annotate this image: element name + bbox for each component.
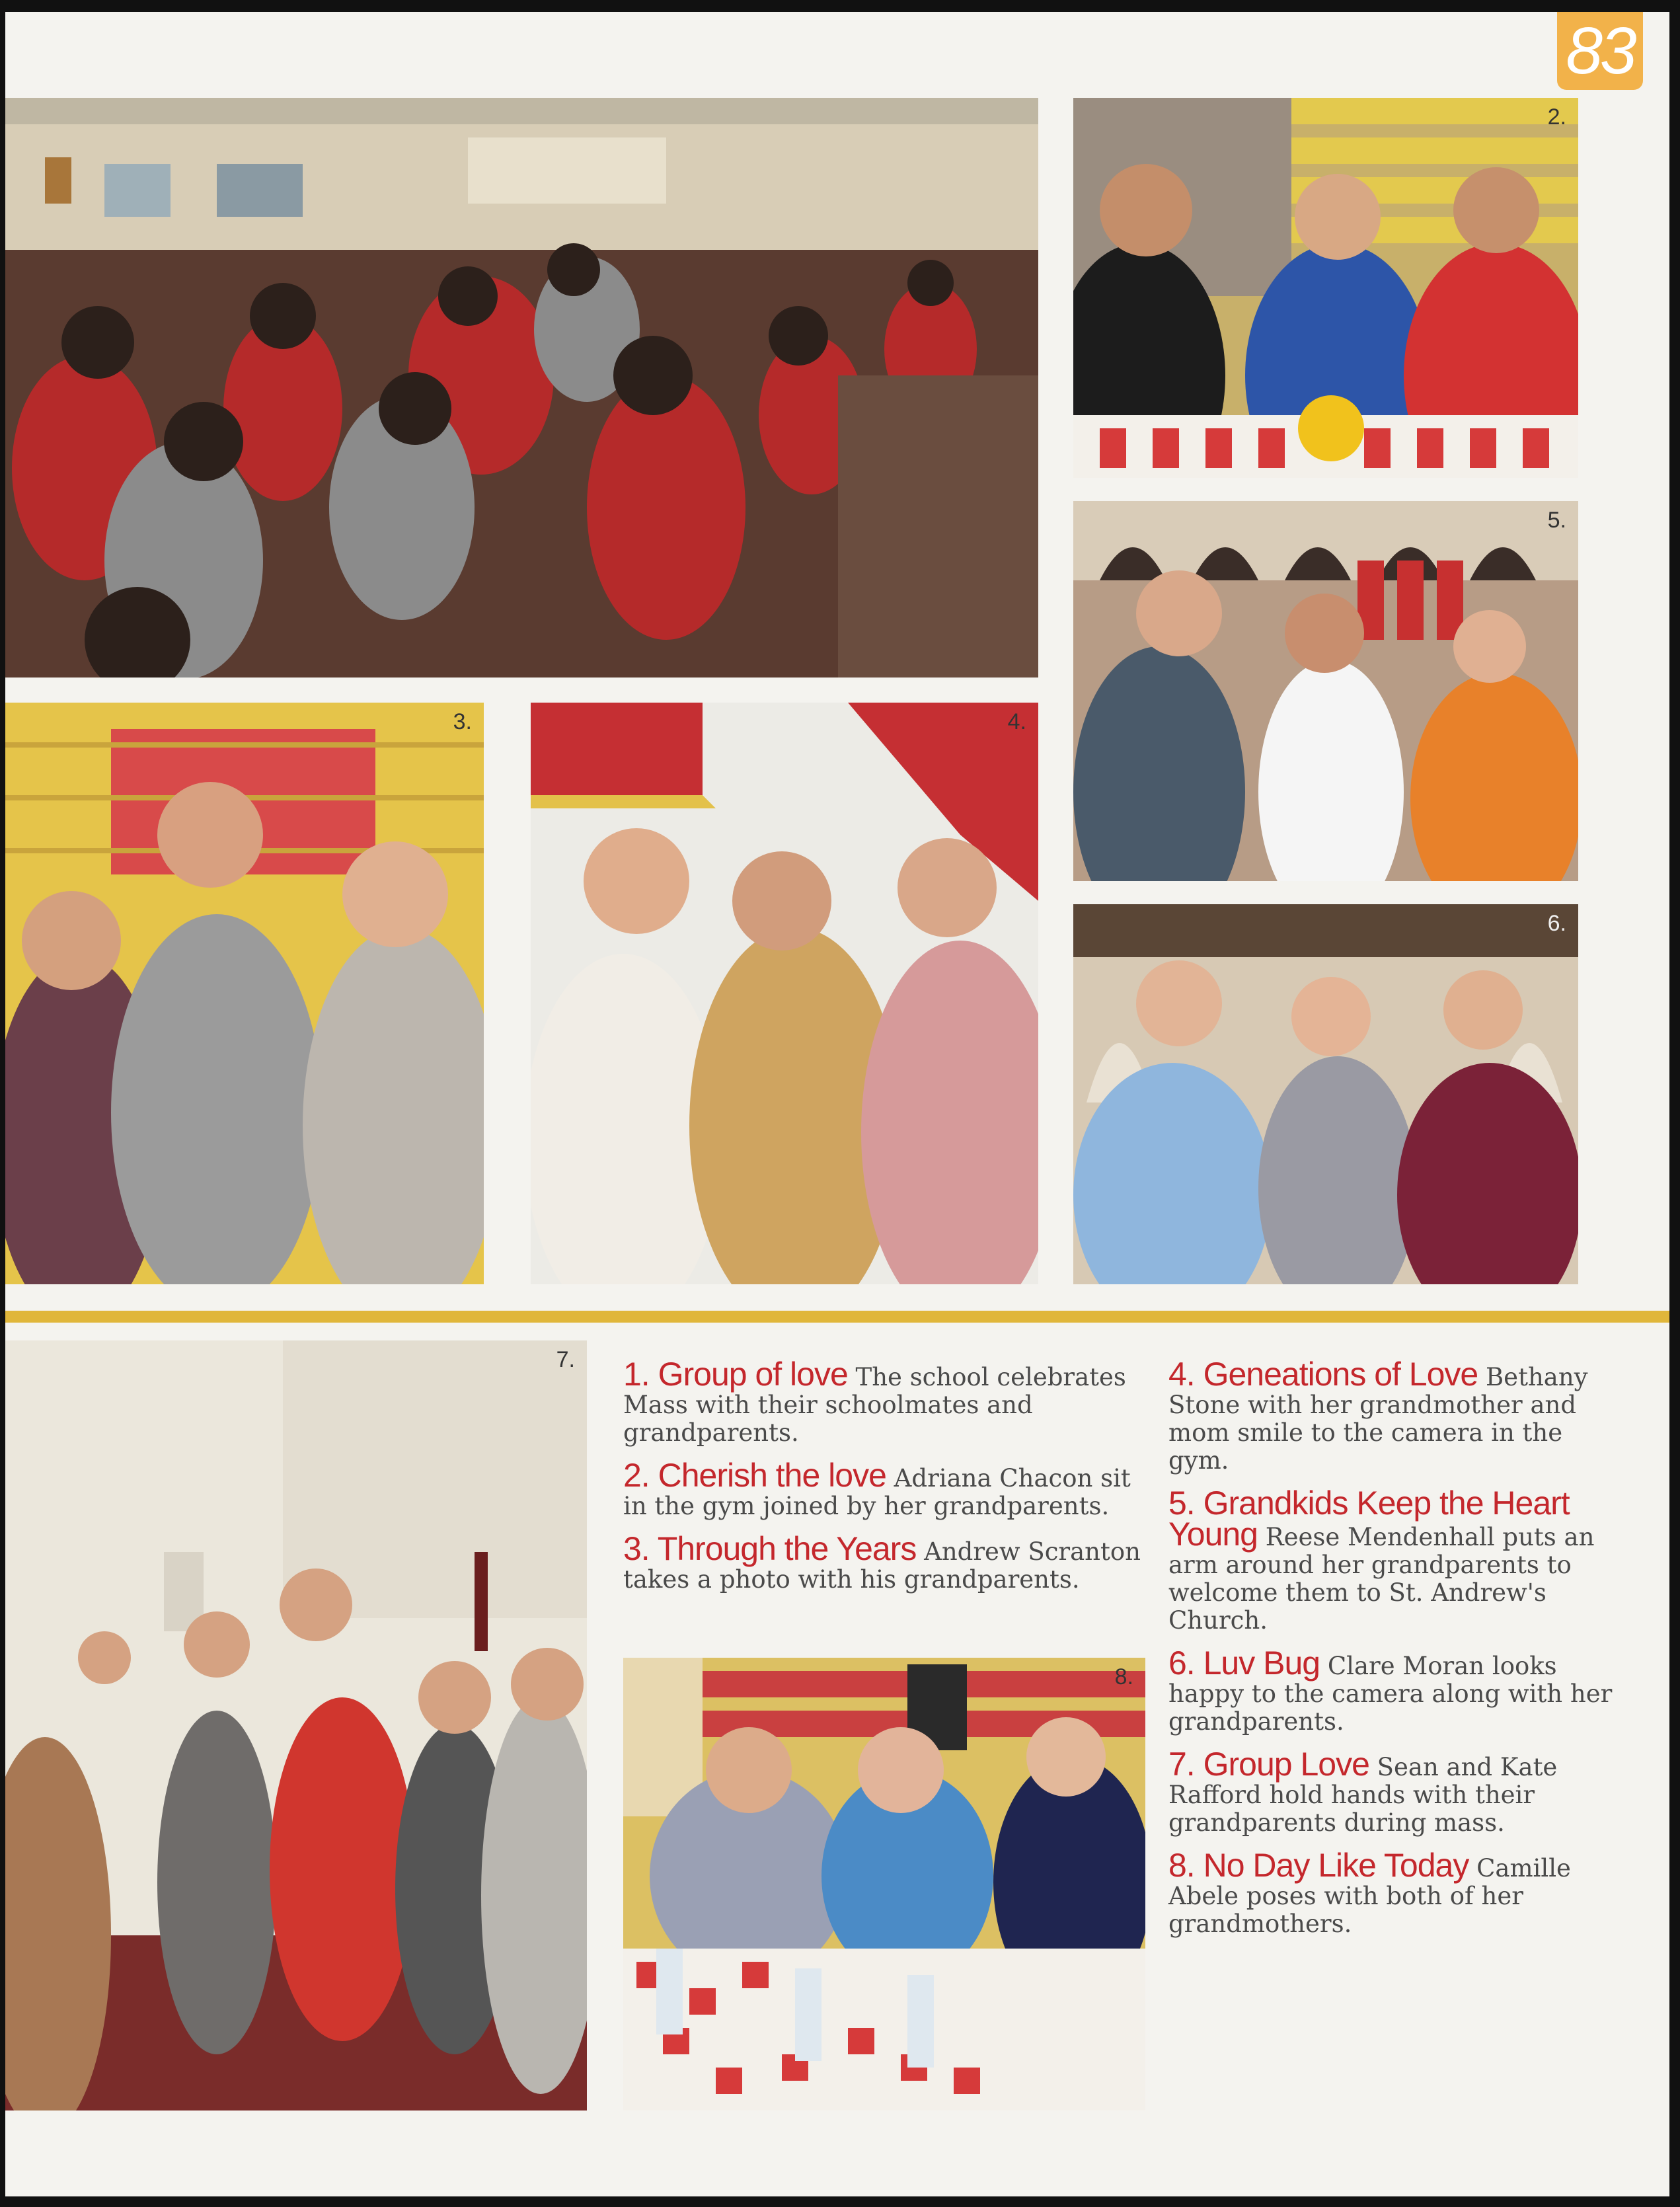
- caption-text: Sean and Kate Rafford hold hands with their grandparents during mass.: [1168, 1753, 1558, 1837]
- caption: [1168, 1847, 1618, 1938]
- caption-title: 1. Group of love: [623, 1356, 848, 1393]
- photo-through-the-years: [5, 703, 484, 1284]
- caption-title: 6. Luv Bug: [1168, 1645, 1320, 1682]
- photo-group-love: [5, 1340, 587, 2110]
- photo-cherish-the-love: [1073, 98, 1578, 478]
- photo-geneations-of-love: [531, 703, 1038, 1284]
- photo-no-day-like-today: [623, 1658, 1145, 2110]
- caption-text: Camille Abele poses with both of her grandmothers.: [1168, 1854, 1571, 1938]
- caption-text: Andrew Scranton takes a photo with his grandparents.: [623, 1537, 1141, 1594]
- caption: [623, 1530, 1152, 1594]
- captions-column-right: [1168, 1356, 1618, 1953]
- caption-title: 7. Group Love: [1168, 1746, 1369, 1783]
- photo-group-of-love: [5, 98, 1038, 678]
- caption-title: 4. Geneations of Love: [1168, 1356, 1478, 1393]
- photo-number: 4.: [1007, 709, 1026, 734]
- caption-text: Clare Moran looks happy to the camera along with her grandparents.: [1168, 1652, 1613, 1736]
- yearbook-page: [5, 12, 1669, 2196]
- caption-title: 2. Cherish the love: [623, 1457, 886, 1494]
- caption-text: Reese Mendenhall puts an arm around her grandparents to welcome them to St. Andrew's Church.: [1168, 1523, 1595, 1635]
- page-number: 83: [1557, 12, 1643, 90]
- photo-number: 8.: [1114, 1664, 1133, 1689]
- caption-title: 8. No Day Like Today: [1168, 1847, 1469, 1884]
- captions-column-left: [623, 1356, 1152, 1608]
- caption: [1168, 1485, 1618, 1635]
- caption: [623, 1356, 1152, 1447]
- photo-number: 3.: [453, 709, 472, 734]
- photo-luv-bug: [1073, 904, 1578, 1284]
- photo-number: 5.: [1547, 508, 1566, 533]
- caption: [623, 1457, 1152, 1520]
- caption: [1168, 1746, 1618, 1837]
- photo-grandkids-keep-the-heart-young: [1073, 501, 1578, 881]
- caption: [1168, 1645, 1618, 1736]
- caption: [1168, 1356, 1618, 1475]
- caption-text: Adriana Chacon sit in the gym joined by her grandparents.: [623, 1464, 1131, 1520]
- divider: [5, 1311, 1669, 1323]
- photo-number: 6.: [1547, 911, 1566, 936]
- photo-number: 7.: [556, 1347, 575, 1372]
- caption-title: 5. Grandkids Keep the Heart Young: [1168, 1485, 1570, 1553]
- caption-text: Bethany Stone with her grandmother and mom smile to the camera in the gym.: [1168, 1363, 1588, 1475]
- caption-text: The school celebrates Mass with their schoolmates and grandparents.: [623, 1363, 1126, 1447]
- photo-number: 2.: [1547, 104, 1566, 130]
- caption-title: 3. Through the Years: [623, 1530, 917, 1567]
